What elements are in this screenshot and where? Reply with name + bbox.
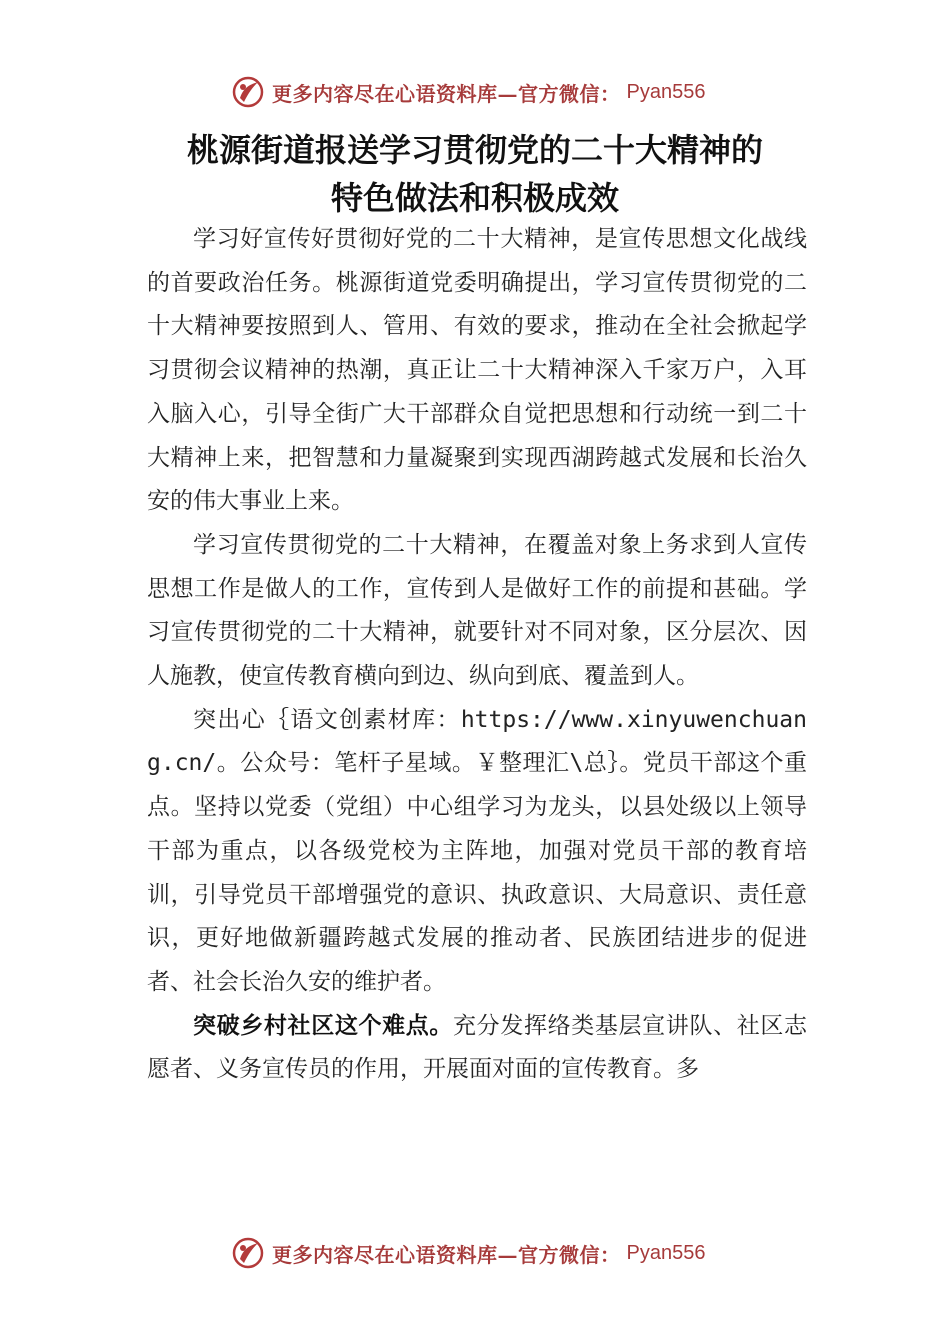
watermark-text: 更多内容尽在心语资料库—官方微信： bbox=[272, 1242, 621, 1267]
header-watermark bbox=[230, 72, 705, 112]
title-line-2: 特色做法和积极成效 bbox=[330, 179, 619, 217]
document-body bbox=[147, 218, 807, 1092]
paragraph-2: 学习宣传贯彻党的二十大精神，在覆盖对象上务求到人宣传思想工作是做人的工作，宣传到人是做好工作的前提和甚础。学习宣传贯彻党的二十大精神，就要针对不同对象，区分层次、因人施教，使宣传教育横向到边、纵向到底、覆盖到人。 bbox=[147, 531, 807, 690]
watermark-wechat-id: Pyan556 bbox=[626, 1241, 706, 1264]
watermark-wechat-id: Pyan556 bbox=[626, 80, 706, 103]
paragraph-4-text: 充分发挥络类基层宣讲队、社区志愿者、义务宣传员的作用，开展面对面的宣传教育。多 bbox=[147, 1012, 808, 1083]
paragraph-4 bbox=[147, 1005, 807, 1092]
document-title bbox=[0, 126, 950, 222]
paragraph-3: 突出心｛语文创素材库：https://www.xinyuwenchuang.cn/。公众号：笔杆子星域。￥整理汇\总｝。党员干部这个重点。坚持以党委（党组）中心组学习为龙头，以县处级以上领导干部为重点，以各级党校为主阵地，加强对党员干部的教育培训，引导党员干部增强党的意识、执政意识、大局意识、责任意识，更好地做新疆跨越式发展的推动者、民族团结进步的促进者、社会长治久安的维护者。 bbox=[147, 706, 807, 995]
title-line-1: 桃源街道报送学习贯彻党的二十大精神的 bbox=[186, 131, 763, 169]
paragraph-4-heading: 突破乡村社区这个难点。 bbox=[193, 1012, 454, 1039]
logo-icon bbox=[230, 1235, 266, 1271]
paragraph-1: 学习好宣传好贯彻好党的二十大精神，是宣传思想文化战线的首要政治任务。桃源街道党委明确提出，学习宣传贯彻党的二十大精神要按照到人、管用、有效的要求，推动在全社会掀起学习贯彻会议精神的热潮，真正让二十大精神深入千家万户，入耳入脑入心，引导全街广大干部群众自觉把思想和行动统一到二十大精神上来，把智慧和力量凝聚到实现西湖跨越式发展和长治久安的伟大事业上来。 bbox=[147, 226, 807, 515]
logo-icon bbox=[230, 74, 266, 110]
watermark-text: 更多内容尽在心语资料库—官方微信： bbox=[272, 81, 621, 106]
footer-watermark bbox=[230, 1233, 705, 1273]
